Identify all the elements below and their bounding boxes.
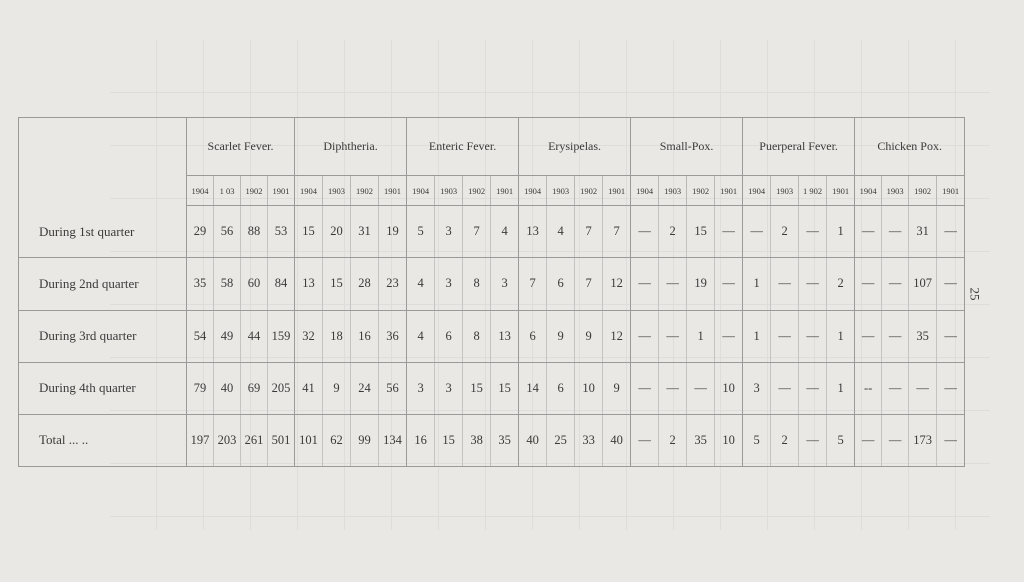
count-cell: 1 (827, 362, 855, 414)
count-cell: 2 (771, 414, 799, 466)
year-label: 1902 (575, 176, 603, 206)
count-cell: 3 (407, 362, 435, 414)
count-cell: — (799, 414, 827, 466)
year-label: 1903 (547, 176, 575, 206)
quarter-row-label: During 1st quarter (19, 206, 187, 258)
count-cell: 6 (547, 258, 575, 310)
page-number: 25 (967, 287, 983, 301)
header-puerperal-fever: Puerperal Fever. (743, 118, 855, 176)
total-row (19, 414, 965, 466)
count-cell: 15 (295, 206, 323, 258)
count-cell: 56 (379, 362, 407, 414)
count-cell: — (631, 310, 659, 362)
count-cell: 4 (407, 258, 435, 310)
count-cell: 203 (214, 414, 241, 466)
count-cell: 79 (187, 362, 214, 414)
count-cell: — (937, 414, 965, 466)
count-cell: 4 (547, 206, 575, 258)
count-cell: 159 (268, 310, 295, 362)
count-cell: — (855, 258, 882, 310)
count-cell: 54 (187, 310, 214, 362)
count-cell: 501 (268, 414, 295, 466)
count-cell: 10 (715, 362, 743, 414)
year-label: 1901 (715, 176, 743, 206)
count-cell: 3 (435, 206, 463, 258)
year-label: 1904 (855, 176, 882, 206)
count-cell: 3 (743, 362, 771, 414)
count-cell: — (799, 310, 827, 362)
count-cell: 60 (241, 258, 268, 310)
year-label: 1 03 (214, 176, 241, 206)
count-cell: — (882, 258, 909, 310)
count-cell: 29 (187, 206, 214, 258)
count-cell: 1 (827, 206, 855, 258)
count-cell: 49 (214, 310, 241, 362)
count-cell: 7 (603, 206, 631, 258)
count-cell: 7 (575, 258, 603, 310)
count-cell: 1 (827, 310, 855, 362)
count-cell: 28 (351, 258, 379, 310)
count-cell: 13 (519, 206, 547, 258)
count-cell: 35 (491, 414, 519, 466)
count-cell: 8 (463, 258, 491, 310)
year-label: 1901 (603, 176, 631, 206)
count-cell: 205 (268, 362, 295, 414)
count-cell: 2 (659, 206, 687, 258)
count-cell: 173 (909, 414, 937, 466)
year-label: 1903 (771, 176, 799, 206)
quarter-row-label: During 2nd quarter (19, 258, 187, 310)
year-label: 1904 (519, 176, 547, 206)
count-cell: 36 (379, 310, 407, 362)
count-cell: 35 (687, 414, 715, 466)
quarter-row (19, 206, 965, 258)
count-cell: 12 (603, 258, 631, 310)
count-cell: 99 (351, 414, 379, 466)
count-cell: 5 (407, 206, 435, 258)
count-cell: — (715, 310, 743, 362)
count-cell: 134 (379, 414, 407, 466)
count-cell: 197 (187, 414, 214, 466)
count-cell: 15 (491, 362, 519, 414)
count-cell: — (855, 414, 882, 466)
count-cell: 19 (379, 206, 407, 258)
count-cell: 35 (909, 310, 937, 362)
count-cell: 16 (351, 310, 379, 362)
count-cell: — (771, 362, 799, 414)
count-cell: 40 (214, 362, 241, 414)
year-label: 1901 (268, 176, 295, 206)
count-cell: 58 (214, 258, 241, 310)
disease-statistics-table (18, 117, 964, 467)
year-label: 1903 (435, 176, 463, 206)
year-label: 1903 (882, 176, 909, 206)
quarter-row (19, 362, 965, 414)
year-label: 1902 (241, 176, 268, 206)
count-cell: 15 (435, 414, 463, 466)
year-label: 1902 (351, 176, 379, 206)
count-cell: 25 (547, 414, 575, 466)
corner-cell (19, 118, 187, 206)
count-cell: — (631, 414, 659, 466)
year-label: 1904 (295, 176, 323, 206)
count-cell: 7 (575, 206, 603, 258)
header-diphtheria: Diphtheria. (295, 118, 407, 176)
count-cell: 53 (268, 206, 295, 258)
header-small-pox: Small-Pox. (631, 118, 743, 176)
count-cell: 107 (909, 258, 937, 310)
count-cell: 31 (351, 206, 379, 258)
count-cell: — (855, 310, 882, 362)
count-cell: 31 (909, 206, 937, 258)
year-label: 1904 (407, 176, 435, 206)
count-cell: 3 (491, 258, 519, 310)
count-cell: 19 (687, 258, 715, 310)
count-cell: 5 (827, 414, 855, 466)
count-cell: 7 (463, 206, 491, 258)
header-erysipelas: Erysipelas. (519, 118, 631, 176)
count-cell: 40 (603, 414, 631, 466)
count-cell: 6 (519, 310, 547, 362)
count-cell: 15 (463, 362, 491, 414)
count-cell: 1 (743, 258, 771, 310)
count-cell: — (715, 206, 743, 258)
count-cell: 40 (519, 414, 547, 466)
year-label: 1902 (463, 176, 491, 206)
quarter-row-label: During 4th quarter (19, 362, 187, 414)
count-cell: 1 (687, 310, 715, 362)
count-cell: 56 (214, 206, 241, 258)
count-cell: — (882, 362, 909, 414)
count-cell: 33 (575, 414, 603, 466)
count-cell: 32 (295, 310, 323, 362)
count-cell: 88 (241, 206, 268, 258)
count-cell: — (882, 414, 909, 466)
quarterly-cases-table (18, 117, 965, 467)
count-cell: 62 (323, 414, 351, 466)
count-cell: 10 (575, 362, 603, 414)
count-cell: — (659, 310, 687, 362)
header-scarlet-fever: Scarlet Fever. (187, 118, 295, 176)
count-cell: 101 (295, 414, 323, 466)
count-cell: 2 (827, 258, 855, 310)
count-cell: — (799, 206, 827, 258)
count-cell: 3 (435, 362, 463, 414)
quarter-row (19, 258, 965, 310)
count-cell: -- (855, 362, 882, 414)
count-cell: 23 (379, 258, 407, 310)
count-cell: — (771, 258, 799, 310)
year-label: 1904 (631, 176, 659, 206)
count-cell: 20 (323, 206, 351, 258)
header-enteric-fever: Enteric Fever. (407, 118, 519, 176)
count-cell: — (937, 362, 965, 414)
count-cell: 1 (743, 310, 771, 362)
total-row-label: Total ... .. (19, 414, 187, 466)
count-cell: 44 (241, 310, 268, 362)
year-label: 1901 (491, 176, 519, 206)
count-cell: — (937, 206, 965, 258)
count-cell: 84 (268, 258, 295, 310)
year-label: 1901 (827, 176, 855, 206)
count-cell: — (937, 310, 965, 362)
count-cell: — (743, 206, 771, 258)
year-label: 1903 (659, 176, 687, 206)
count-cell: 2 (771, 206, 799, 258)
count-cell: 15 (687, 206, 715, 258)
count-cell: 8 (463, 310, 491, 362)
count-cell: — (937, 258, 965, 310)
count-cell: 2 (659, 414, 687, 466)
count-cell: 9 (575, 310, 603, 362)
year-label: 1903 (323, 176, 351, 206)
count-cell: 10 (715, 414, 743, 466)
count-cell: 13 (491, 310, 519, 362)
count-cell: — (771, 310, 799, 362)
count-cell: 4 (407, 310, 435, 362)
year-label: 1901 (379, 176, 407, 206)
count-cell: — (715, 258, 743, 310)
header-chicken-pox: Chicken Pox. (855, 118, 965, 176)
count-cell: 9 (547, 310, 575, 362)
count-cell: — (631, 206, 659, 258)
count-cell: 6 (547, 362, 575, 414)
count-cell: — (799, 362, 827, 414)
count-cell: 14 (519, 362, 547, 414)
count-cell: — (882, 206, 909, 258)
count-cell: 12 (603, 310, 631, 362)
count-cell: 16 (407, 414, 435, 466)
count-cell: 18 (323, 310, 351, 362)
count-cell: 5 (743, 414, 771, 466)
count-cell: 261 (241, 414, 268, 466)
count-cell: 38 (463, 414, 491, 466)
quarter-row-label: During 3rd quarter (19, 310, 187, 362)
count-cell: 9 (603, 362, 631, 414)
count-cell: 3 (435, 258, 463, 310)
count-cell: — (882, 310, 909, 362)
count-cell: 24 (351, 362, 379, 414)
count-cell: — (909, 362, 937, 414)
count-cell: 4 (491, 206, 519, 258)
count-cell: 41 (295, 362, 323, 414)
year-label: 1902 (687, 176, 715, 206)
count-cell: — (855, 206, 882, 258)
count-cell: 15 (323, 258, 351, 310)
count-cell: — (631, 258, 659, 310)
count-cell: 69 (241, 362, 268, 414)
year-label: 1904 (187, 176, 214, 206)
year-label: 1901 (937, 176, 965, 206)
count-cell: 35 (187, 258, 214, 310)
count-cell: 7 (519, 258, 547, 310)
year-label: 1902 (909, 176, 937, 206)
quarter-row (19, 310, 965, 362)
count-cell: 9 (323, 362, 351, 414)
year-label: 1904 (743, 176, 771, 206)
count-cell: — (659, 258, 687, 310)
count-cell: 13 (295, 258, 323, 310)
disease-header-row (19, 118, 965, 176)
count-cell: — (687, 362, 715, 414)
count-cell: 6 (435, 310, 463, 362)
count-cell: — (631, 362, 659, 414)
count-cell: — (659, 362, 687, 414)
year-label: 1 902 (799, 176, 827, 206)
count-cell: — (799, 258, 827, 310)
